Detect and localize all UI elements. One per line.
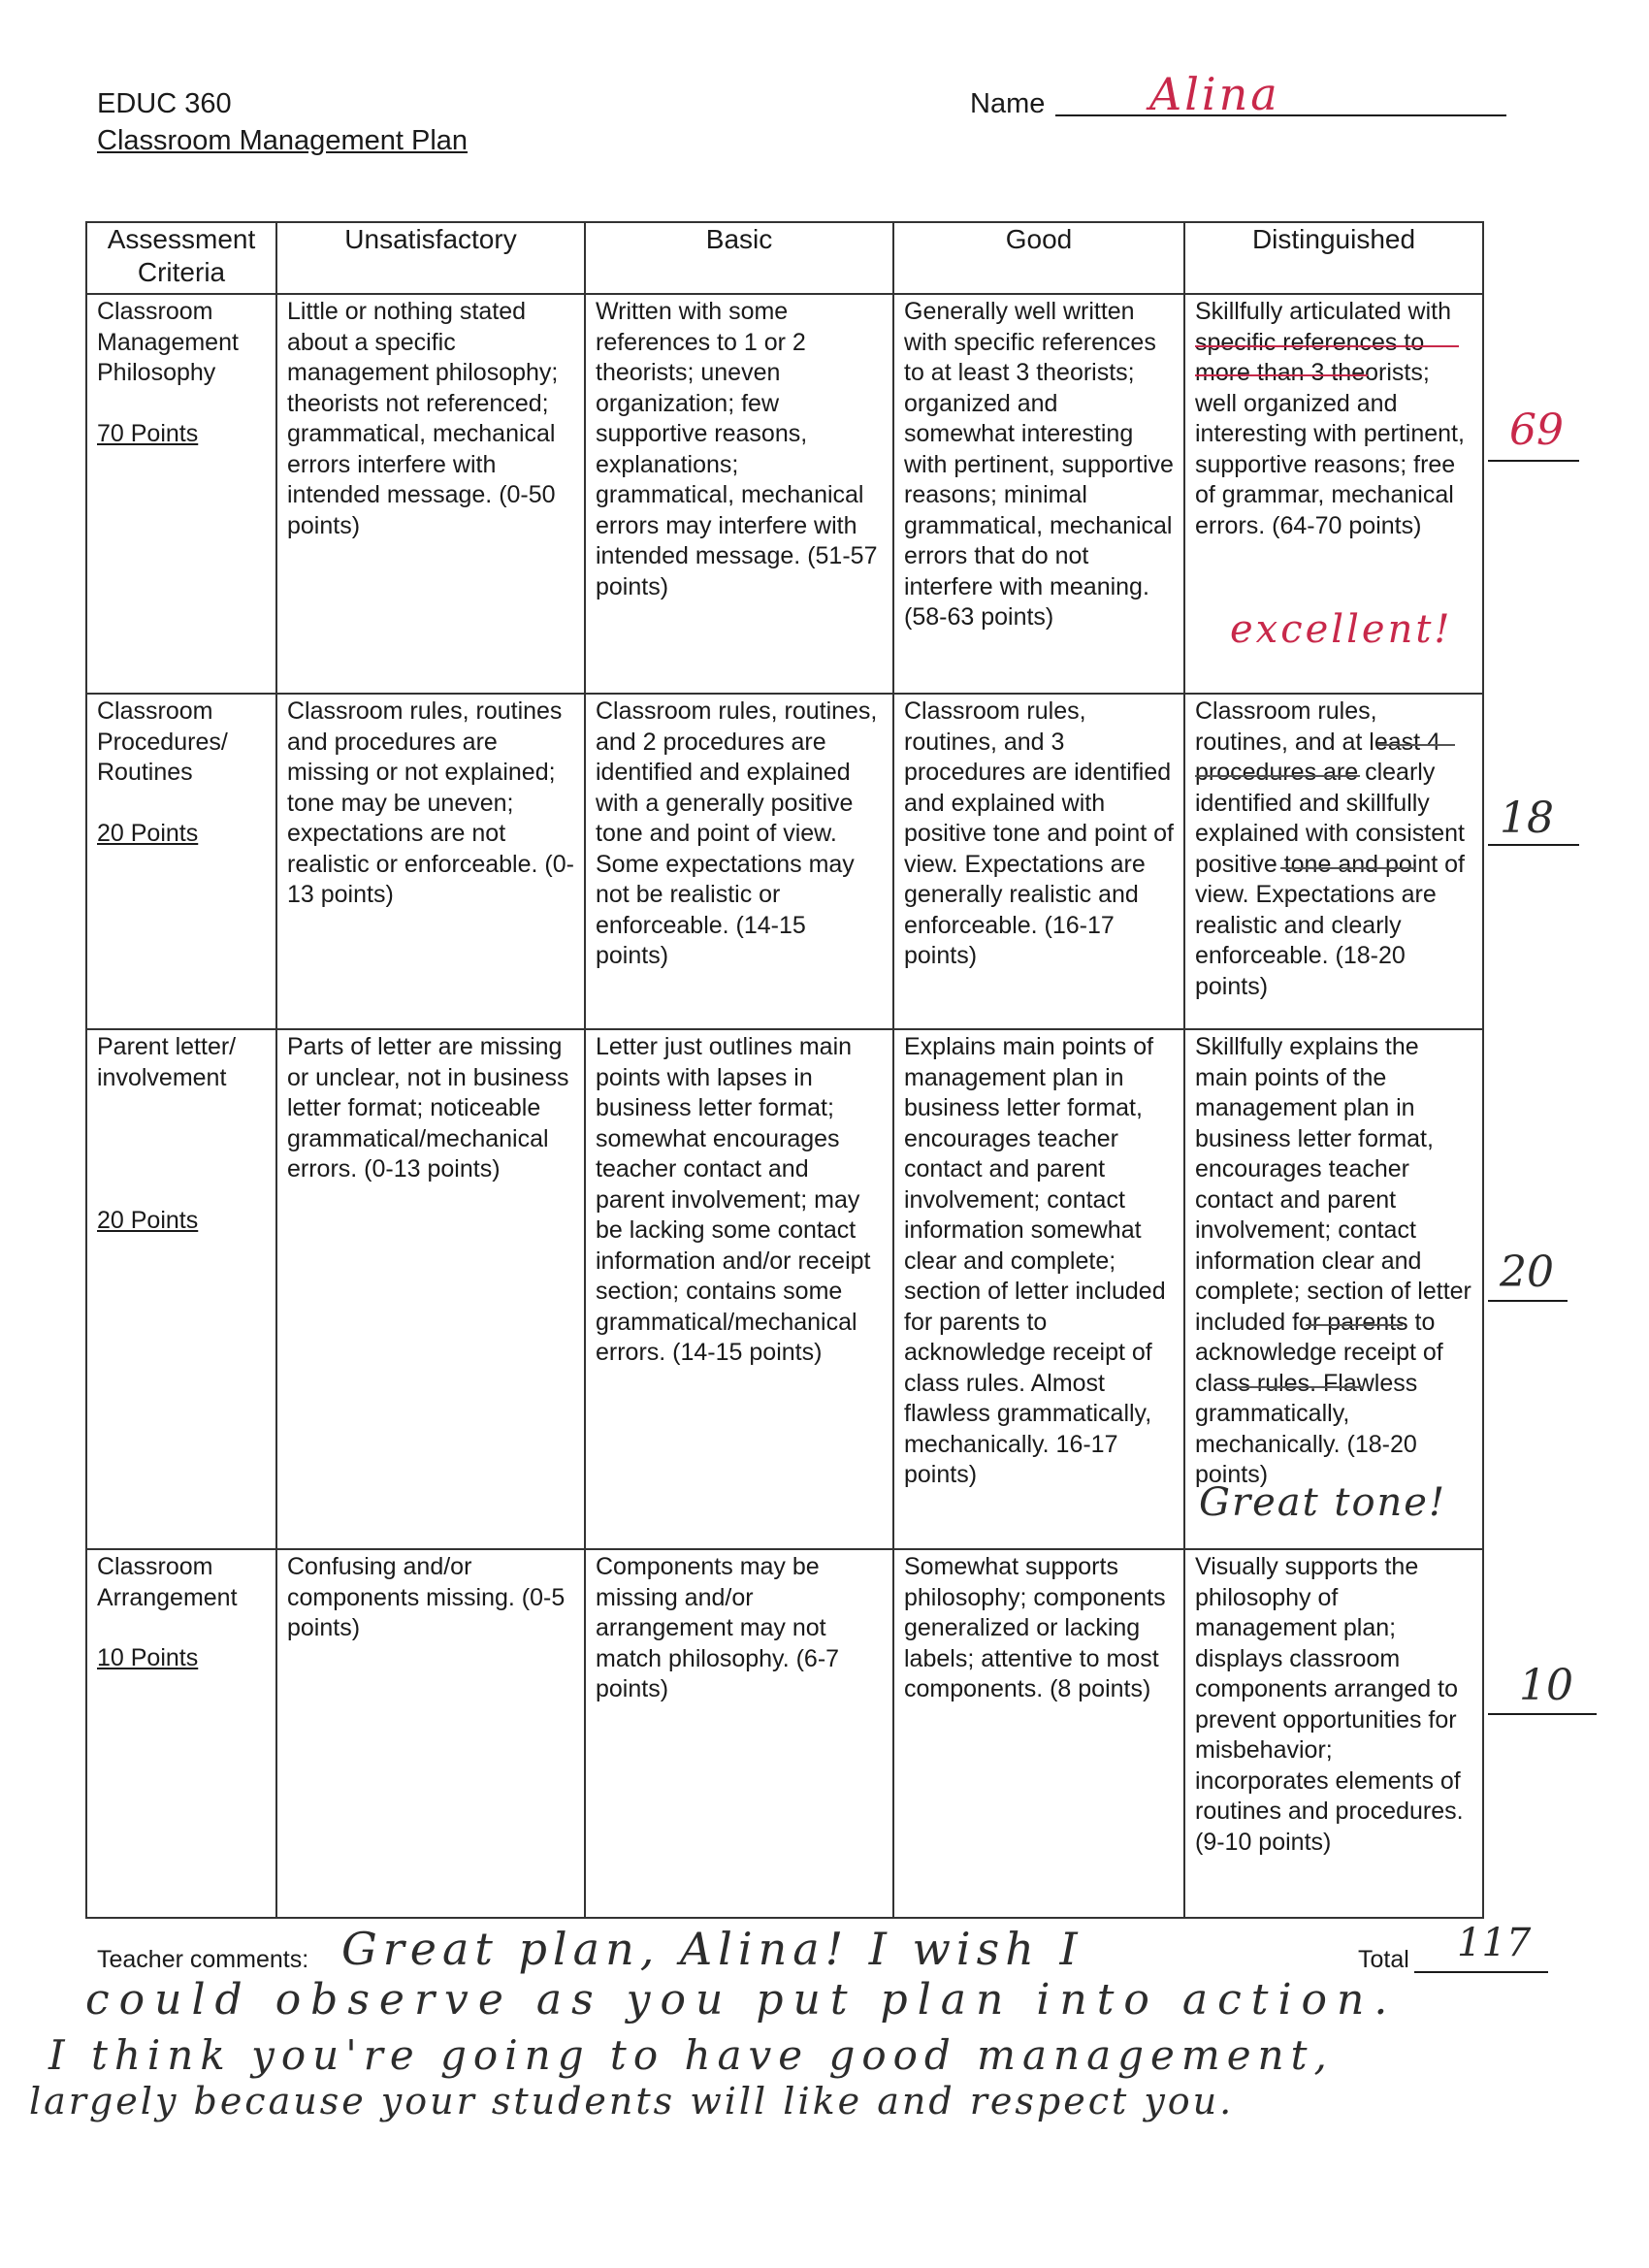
- red-underline-mark: [1195, 374, 1368, 376]
- criterion-name: Classroom Procedures/ Routines: [97, 697, 228, 786]
- teacher-comment-line: could observe as you put plan into action.: [85, 1975, 1398, 2025]
- col-header-unsatisfactory: Unsatisfactory: [276, 222, 585, 294]
- pencil-underline-mark: [1238, 1386, 1364, 1388]
- distinguished-cell: Skillfully articulated with specific references to more than 3 theorists; well organized and interesting with pertinent, supportive reasons; free of grammar, mechanical errors. (64-70 points): [1184, 294, 1483, 694]
- name-underline: [1055, 114, 1506, 116]
- criterion-points: 20 Points: [97, 819, 199, 847]
- teacher-comment-line: I think you're going to have good management,: [48, 2031, 1334, 2079]
- distinguished-cell: Classroom rules, routines, and at least 4 procedures are clearly identified and skillfully explained with consistent positive tone and point of view. Expectations are realistic and clearly enforceable. (18-20 points): [1184, 694, 1483, 1029]
- teacher-comments-label: Teacher comments:: [97, 1946, 309, 1973]
- col-header-good: Good: [893, 222, 1184, 294]
- rubric-row-procedures: [86, 694, 1483, 1029]
- score-line: [1488, 1713, 1597, 1715]
- criterion-cell: [86, 294, 276, 694]
- good-cell: Explains main points of management plan in business letter format, encourages teacher contact and parent involvement; contact information somewhat clear and complete; section of letter included for parents to acknowledge receipt of class rules. Almost flawless grammatically, mechanically. 16-17 points): [893, 1029, 1184, 1549]
- total-underline: [1414, 1971, 1548, 1973]
- basic-cell: Written with some references to 1 or 2 theorists; uneven organization; few supportive reasons, explanations; grammatical, mechanical errors may interfere with intended message. (51-57 points): [585, 294, 893, 694]
- teacher-comment-line: largely because your students will like and respect you.: [29, 2080, 1235, 2122]
- distinguished-cell: Visually supports the philosophy of management plan; displays classroom components arranged to prevent opportunities for misbehavior; incorporates elements of routines and procedures. (9-10 points): [1184, 1549, 1483, 1918]
- rubric-header-row: [86, 222, 1483, 294]
- good-cell: Somewhat supports philosophy; components generalized or lacking labels; attentive to most components. (8 points): [893, 1549, 1184, 1918]
- unsatisfactory-cell: Little or nothing stated about a specific management philosophy; theorists not referenced; grammatical, mechanical errors interfere with intended message. (0-50 points): [276, 294, 585, 694]
- criterion-points: 20 Points: [97, 1207, 199, 1234]
- remark-excellent: excellent!: [1230, 607, 1453, 652]
- rubric-row-parent-letter: [86, 1029, 1483, 1549]
- total-score: 117: [1457, 1921, 1532, 1965]
- pencil-underline-mark: [1377, 744, 1455, 746]
- basic-cell: Components may be missing and/or arrangement may not match philosophy. (6-7 points): [585, 1549, 893, 1918]
- teacher-comment-line: Great plan, Alina! I wish I: [341, 1923, 1083, 1975]
- rubric-table: [85, 221, 1484, 1919]
- red-underline-mark: [1195, 345, 1459, 347]
- criterion-cell: [86, 694, 276, 1029]
- col-header-criteria: Assessment Criteria: [86, 222, 276, 294]
- document-subtitle: Classroom Management Plan: [97, 125, 469, 156]
- pencil-underline-mark: [1280, 867, 1416, 869]
- good-cell: Generally well written with specific references to at least 3 theorists; organized and somewhat interesting with pertinent, supportive reasons; minimal grammatical, mechanical errors that do not interfere with meaning. (58-63 points): [893, 294, 1184, 694]
- col-header-basic: Basic: [585, 222, 893, 294]
- criterion-cell: [86, 1549, 276, 1918]
- score-procedures: 18: [1500, 794, 1554, 843]
- total-label: Total: [1358, 1946, 1409, 1973]
- criterion-points: 10 Points: [97, 1644, 199, 1671]
- score-arrangement: 10: [1519, 1661, 1573, 1710]
- remark-great-tone: Great tone!: [1199, 1480, 1447, 1525]
- rubric-row-arrangement: [86, 1549, 1483, 1918]
- basic-cell: Classroom rules, routines, and 2 procedures are identified and explained with a generally positive tone and point of view. Some expectations may not be realistic or enforceable. (14-15 points): [585, 694, 893, 1029]
- document-header: [97, 85, 468, 159]
- score-line: [1488, 1300, 1568, 1302]
- unsatisfactory-cell: Classroom rules, routines and procedures are missing or not explained; tone may be uneven; expectations are not realistic or enforceable. (0-13 points): [276, 694, 585, 1029]
- unsatisfactory-cell: Parts of letter are missing or unclear, not in business letter format; noticeable grammatical/mechanical errors. (0-13 points): [276, 1029, 585, 1549]
- criterion-points: 70 Points: [97, 419, 199, 447]
- distinguished-cell: Skillfully explains the main points of the management plan in business letter format, encourages teacher contact and parent involvement; contact information clear and complete; section of letter included for parents to acknowledge receipt of class rules. Flawless grammatically, mechanically. (18-20 points): [1184, 1029, 1483, 1549]
- col-header-distinguished: Distinguished: [1184, 222, 1483, 294]
- course-code: EDUC 360: [97, 88, 232, 119]
- basic-cell: Letter just outlines main points with lapses in business letter format; somewhat encourages teacher contact and parent involvement; may be lacking some contact information and/or receipt section; contains some grammatical/mechanical errors. (14-15 points): [585, 1029, 893, 1549]
- score-parent-letter: 20: [1500, 1247, 1554, 1297]
- unsatisfactory-cell: Confusing and/or components missing. (0-5 points): [276, 1549, 585, 1918]
- criterion-name: Parent letter/ involvement: [97, 1033, 237, 1091]
- student-name-handwritten: Alina: [1149, 68, 1280, 120]
- score-line: [1488, 460, 1579, 462]
- criterion-name: Classroom Management Philosophy: [97, 298, 239, 386]
- criterion-name: Classroom Arrangement: [97, 1553, 238, 1611]
- score-line: [1488, 844, 1579, 846]
- name-label: Name: [970, 88, 1046, 119]
- good-cell: Classroom rules, routines, and 3 procedures are identified and explained with positive tone and point of view. Expectations are generally realistic and enforceable. (16-17 points): [893, 694, 1184, 1029]
- score-philosophy: 69: [1509, 405, 1564, 455]
- pencil-underline-mark: [1195, 775, 1360, 777]
- criterion-cell: [86, 1029, 276, 1549]
- pencil-underline-mark: [1306, 1324, 1403, 1326]
